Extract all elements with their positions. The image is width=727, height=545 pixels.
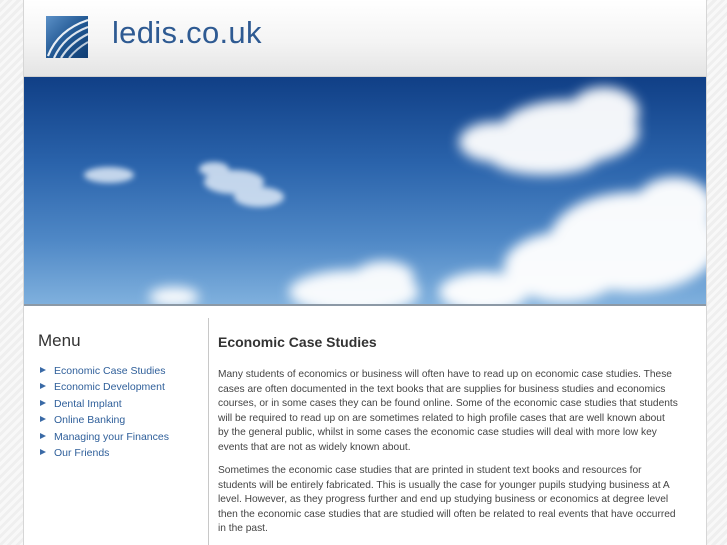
menu-item-label[interactable]: Economic Case Studies — [54, 365, 166, 377]
site-header — [24, 0, 706, 77]
main-content — [218, 318, 678, 545]
menu-item-economic-development[interactable] — [38, 381, 169, 397]
column-divider — [208, 318, 209, 545]
page-title: Economic Case Studies — [218, 334, 377, 350]
site-title[interactable]: ledis.co.uk — [112, 15, 262, 50]
content-paragraph: Sometimes the economic case studies that are printed in student text books and resources for students will be entirely fabricated. This is usually the case for younger pupils studying business at A level. However, as they progress further and end up studying business or economics at degree level then the economic case studies that are studied will often be related to real events that have occurred in the past. — [218, 465, 676, 535]
menu-item-our-friends[interactable] — [38, 447, 169, 463]
triangle-right-icon — [40, 400, 46, 406]
menu-item-managing-your-finances[interactable] — [38, 431, 169, 447]
triangle-right-icon — [40, 383, 46, 389]
menu-list — [38, 365, 169, 463]
triangle-right-icon — [40, 433, 46, 439]
menu-item-label[interactable]: Dental Implant — [54, 397, 122, 410]
triangle-right-icon — [40, 449, 46, 455]
swoosh-logo-icon[interactable] — [46, 16, 88, 58]
sidebar — [24, 318, 208, 545]
triangle-right-icon — [40, 367, 46, 373]
menu-item-online-banking[interactable] — [38, 414, 169, 430]
triangle-right-icon — [40, 416, 46, 422]
menu-item-label[interactable]: Our Friends — [54, 446, 110, 459]
content-paragraph: Many students of economics or business will often have to read up on economic case studies. These cases are often documented in the text books that are supplies for business studies and economics courses, or in some cases they can be found online. Some of the economic case studies that students will be required to read up on are sometimes related to high profile cases that are well known about by the general public, whilst in some cases the economic case studies will deal with more low key events that are not as widely known about. — [218, 369, 678, 453]
menu-item-dental-implant[interactable] — [38, 398, 169, 414]
menu-item-label[interactable]: Managing your Finances — [54, 430, 169, 443]
menu-title: Menu — [38, 331, 81, 350]
page-container — [23, 0, 707, 545]
menu-item-label[interactable]: Online Banking — [54, 414, 126, 427]
menu-item-label[interactable]: Economic Development — [54, 381, 165, 394]
sky-banner-image — [24, 77, 706, 306]
menu-item-economic-case-studies[interactable] — [38, 365, 169, 381]
